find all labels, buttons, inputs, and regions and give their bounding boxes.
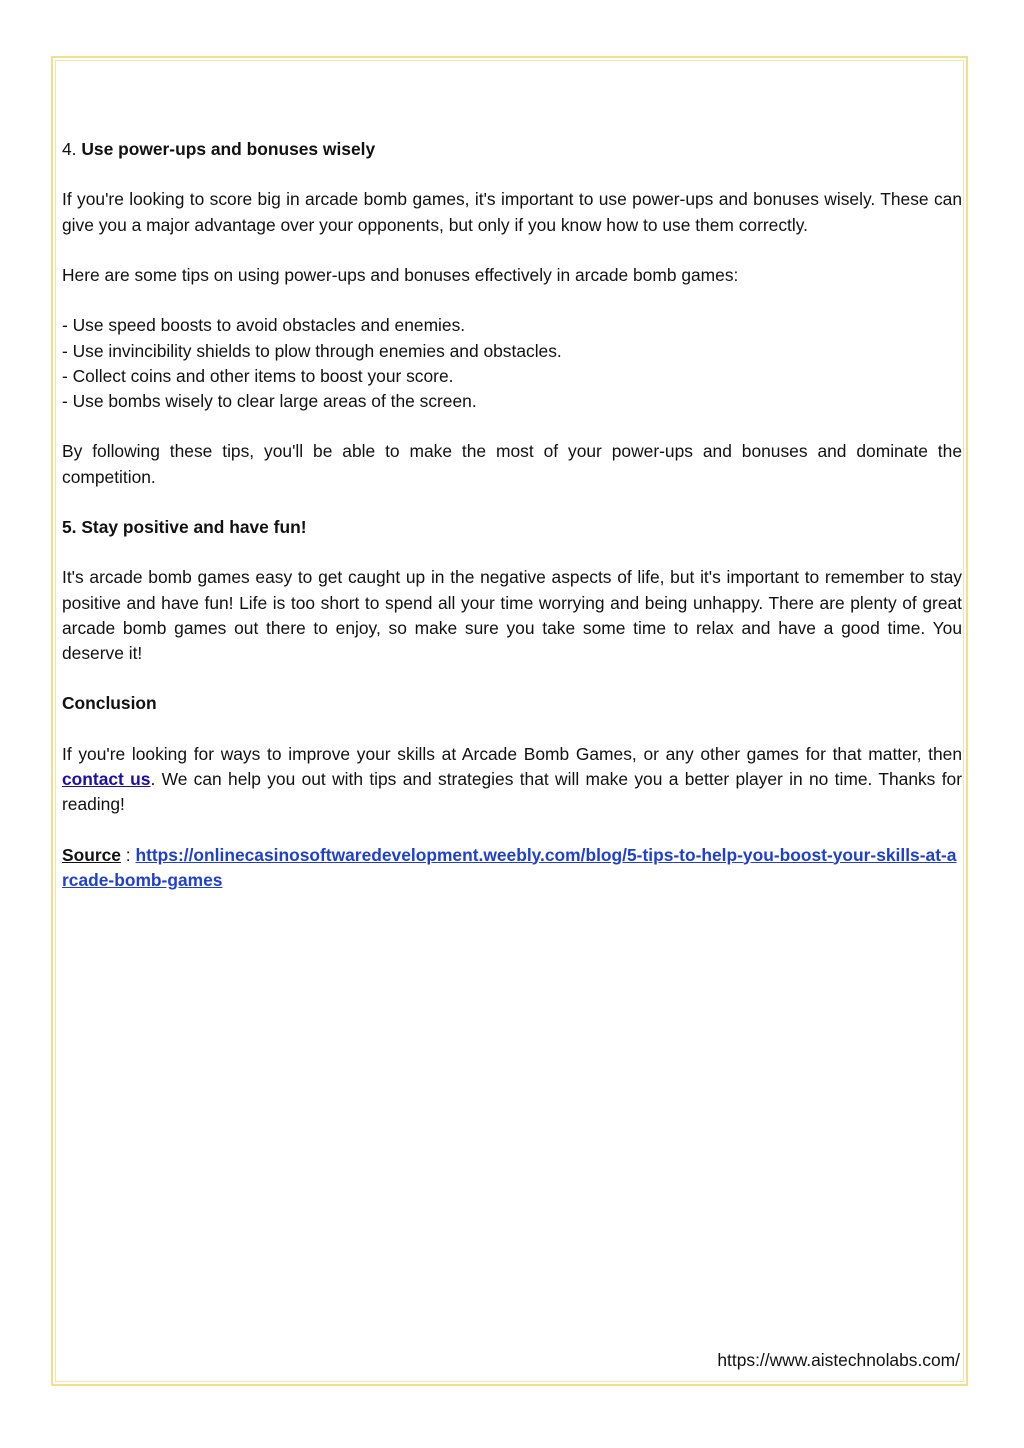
- list-item: - Collect coins and other items to boost your score.: [62, 365, 454, 386]
- source-line: [62, 843, 962, 893]
- conclusion-text-end: . We can help you out with tips and strategies that will make you a better player in no time. Thanks for reading!: [62, 768, 962, 815]
- document-body: [62, 137, 962, 918]
- section-4-heading: [62, 137, 962, 162]
- conclusion-paragraph: [62, 742, 962, 818]
- footer-url: https://www.aistechnolabs.com/: [717, 1350, 960, 1370]
- list-item: - Use invincibility shields to plow through enemies and obstacles.: [62, 340, 562, 361]
- tips-list: [62, 313, 962, 414]
- source-label: Source: [62, 844, 121, 865]
- section-4-title: Use power-ups and bonuses wisely: [81, 139, 376, 159]
- section-4-paragraph-3: By following these tips, you'll be able to make the most of your power-ups and bonuses and dominate the competition.: [62, 441, 962, 487]
- section-5-heading: 5. Stay positive and have fun!: [62, 516, 307, 537]
- source-separator: :: [120, 844, 136, 865]
- contact-us-link[interactable]: contact us: [62, 768, 151, 789]
- conclusion-text-start: If you're looking for ways to improve your skills at Arcade Bomb Games, or any other games for that matter, then: [62, 743, 962, 764]
- section-5-paragraph: It's arcade bomb games easy to get caught up in the negative aspects of life, but it's important to remember to stay positive and have fun! Life is too short to spend all your time worrying and being unhappy. There are plenty of great arcade bomb games out there to enjoy, so make sure you take some time to relax and have a good time. You deserve it!: [62, 567, 962, 663]
- source-link[interactable]: https://onlinecasinosoftwaredevelopment.weebly.com/blog/5-tips-to-help-you-boost-your-skills-at-arcade-bomb-games: [62, 844, 957, 890]
- section-4-paragraph-1: If you're looking to score big in arcade bomb games, it's important to use power-ups and bonuses wisely. These can give you a major advantage over your opponents, but only if you know how to use them correctly.: [62, 189, 962, 235]
- list-item: - Use speed boosts to avoid obstacles and enemies.: [62, 315, 466, 336]
- conclusion-heading: Conclusion: [62, 693, 157, 714]
- list-item: - Use bombs wisely to clear large areas of the screen.: [62, 390, 477, 411]
- section-4-number: 4.: [62, 139, 82, 159]
- section-4-paragraph-2: Here are some tips on using power-ups and bonuses effectively in arcade bomb games:: [62, 264, 739, 285]
